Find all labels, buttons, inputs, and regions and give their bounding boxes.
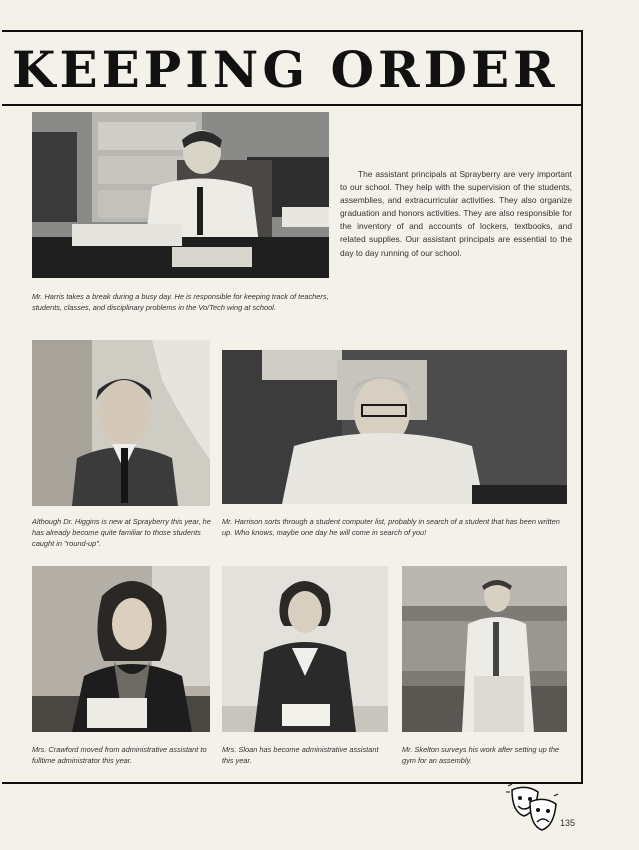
photo-harrison: [222, 350, 567, 504]
caption-skelton: Mr. Skelton surveys his work after setting up the gym for an assembly.: [402, 745, 560, 765]
caption-harrison: Mr. Harrison sorts through a student computer list, probably in search of a student that has been written up. Who knows, maybe one day he will come in search of you!: [222, 517, 560, 537]
caption-sloan: Mrs. Sloan has become administrative assistant this year.: [222, 745, 379, 765]
drama-masks-icon: [504, 782, 560, 834]
photo-harris: [32, 112, 329, 278]
caption-crawford: Mrs. Crawford moved from administrative assistant to fulltime administrator this year.: [32, 745, 207, 765]
page-number: 135: [560, 818, 576, 828]
photo-sloan: [222, 566, 388, 732]
title-divider: [2, 104, 583, 106]
intro-paragraph: The assistant principals at Sprayberry are very important to our school. They help with the supervision of the students, assemblies, and extracurricular activities. They also organize graduation and honors activities. They are also responsible for the inventory of and accounts of lockers, textbooks, and related supplies. Our assistant principals are essential to the day to day running of our school.: [340, 169, 572, 258]
photo-higgins: [32, 340, 210, 506]
caption-higgins: Although Dr. Higgins is new at Sprayberry this year, he has already become quite familiar to those students caught in "round-up".: [32, 517, 211, 548]
photo-skelton: [402, 566, 567, 732]
caption-harris: Mr. Harris takes a break during a busy day. He is responsible for keeping track of teachers, students, classes, and disciplinary problems in the Vo/Tech wing at school.: [32, 292, 329, 312]
photo-crawford: [32, 566, 210, 732]
page-title: KEEPING ORDER: [12, 40, 559, 99]
